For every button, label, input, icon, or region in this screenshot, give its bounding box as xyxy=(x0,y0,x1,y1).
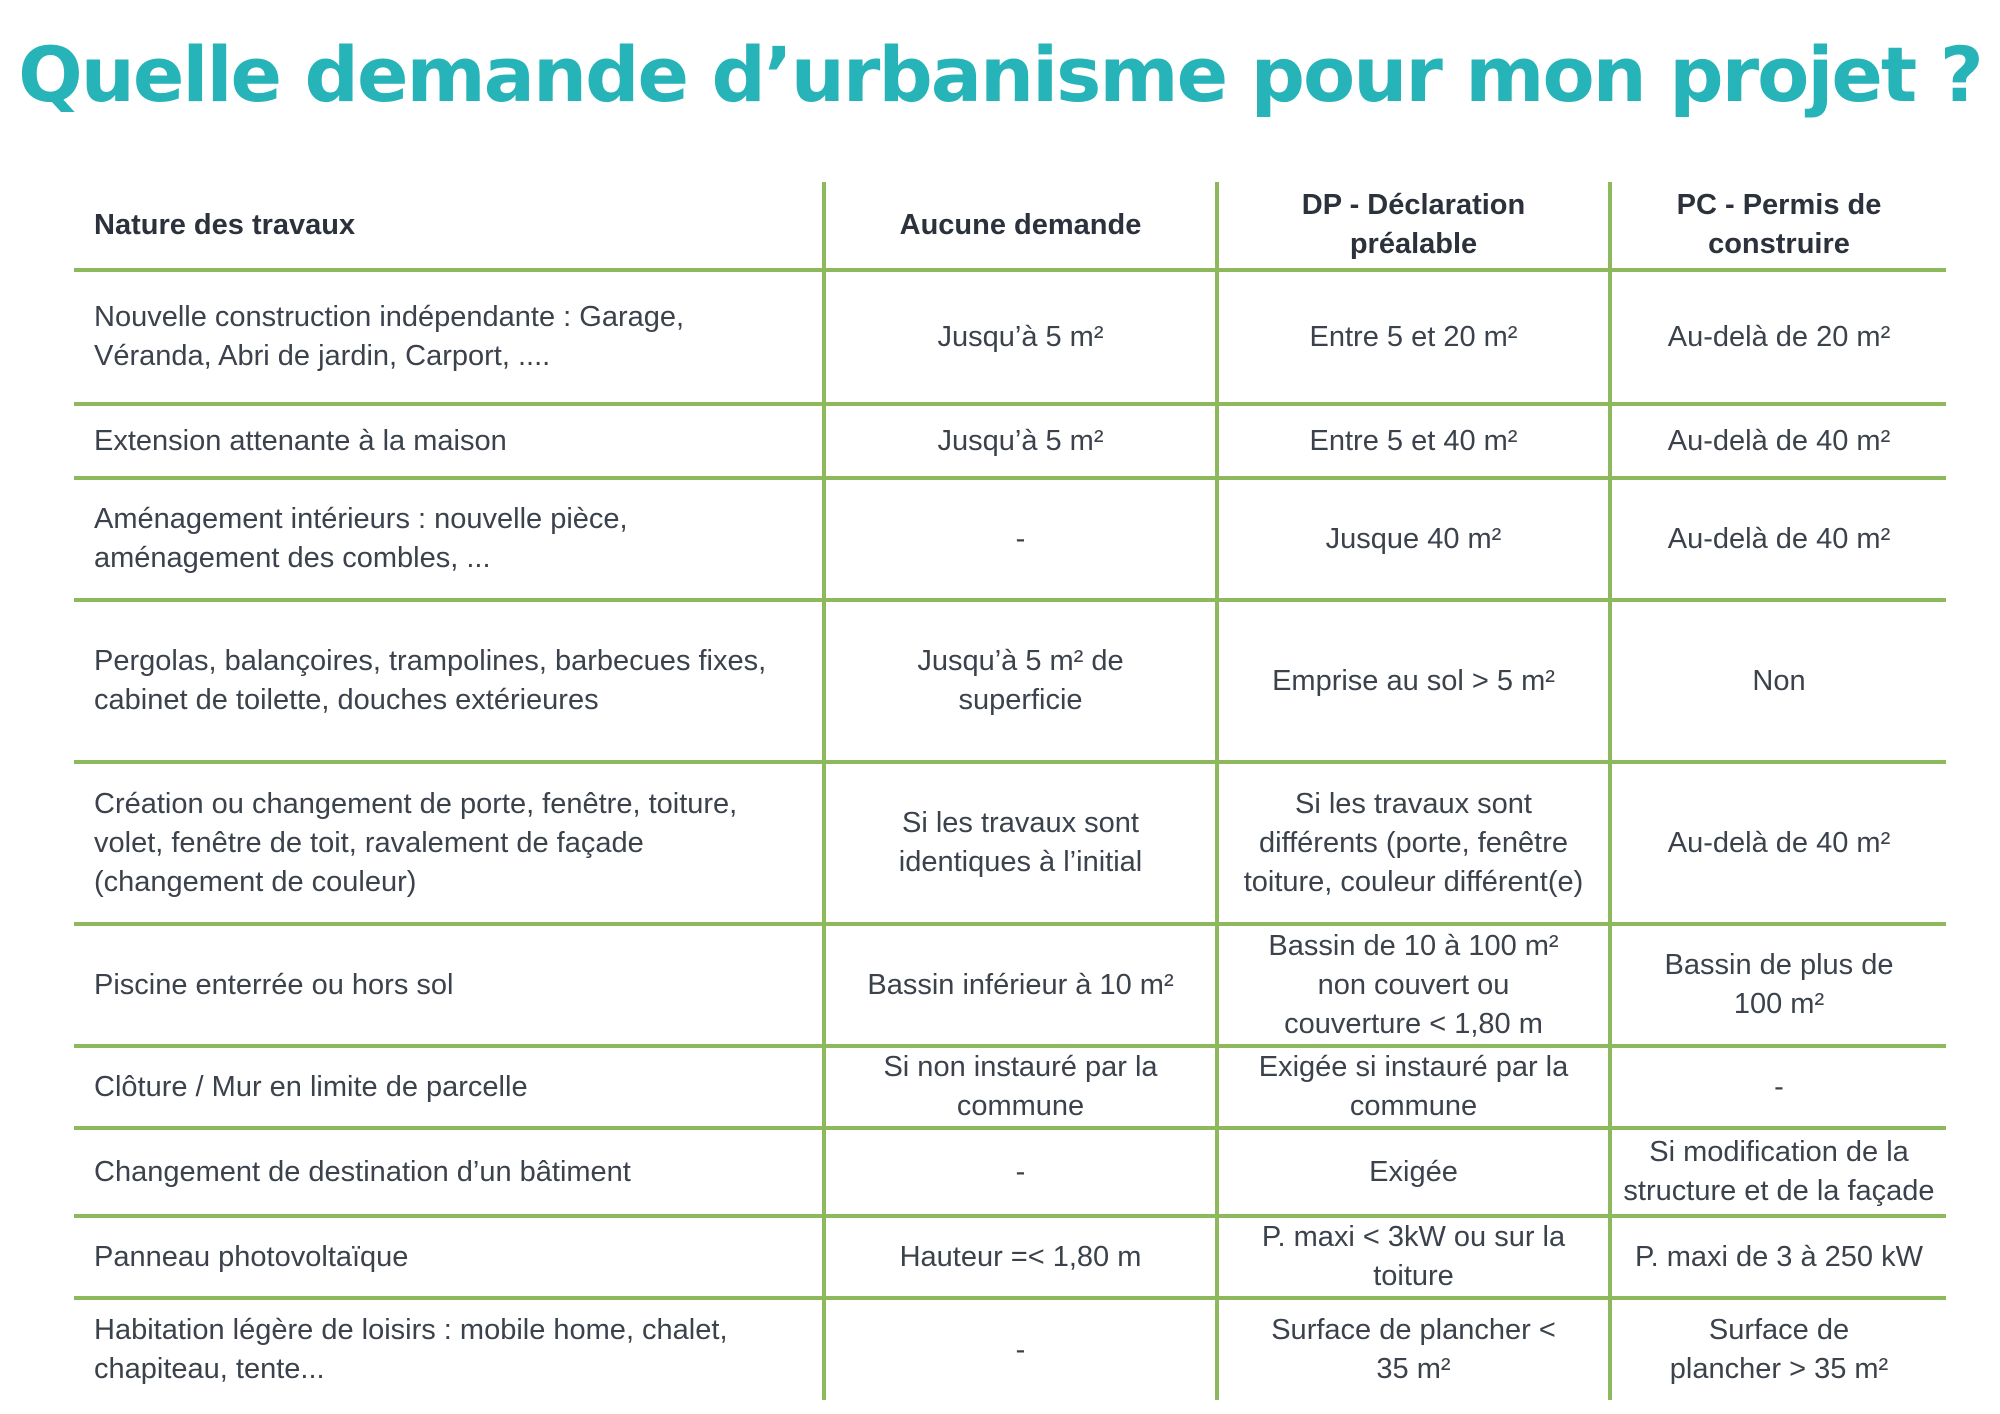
cell-aucune-demande: - xyxy=(824,1298,1217,1400)
cell-aucune-demande-text: Si non instauré par la commune xyxy=(883,1051,1158,1122)
header-permis-de-construire-label: PC - Permis de construire xyxy=(1676,189,1882,260)
cell-declaration-prealable: Entre 5 et 20 m² xyxy=(1217,270,1610,404)
header-aucune-demande: Aucune demande xyxy=(824,182,1217,270)
cell-nature xyxy=(74,600,824,762)
header-nature-des-travaux: Nature des travaux xyxy=(74,182,824,270)
cell-permis-de-construire: Au-delà de 40 m² xyxy=(1610,404,1946,478)
cell-declaration-prealable xyxy=(1217,924,1610,1046)
cell-permis-de-construire: Au-delà de 20 m² xyxy=(1610,270,1946,404)
cell-permis-de-construire-text: Surface de plancher > 35 m² xyxy=(1669,1314,1889,1385)
cell-aucune-demande: Jusqu’à 5 m² xyxy=(824,404,1217,478)
cell-aucune-demande-text: Jusqu’à 5 m² de superficie xyxy=(917,645,1124,716)
table-row xyxy=(74,1046,1946,1128)
cell-nature xyxy=(74,270,824,404)
cell-nature xyxy=(74,762,824,924)
table-row xyxy=(74,270,1946,404)
table-row xyxy=(74,762,1946,924)
cell-declaration-prealable: Jusque 40 m² xyxy=(1217,478,1610,600)
cell-aucune-demande: Bassin inférieur à 10 m² xyxy=(824,924,1217,1046)
page-title: Quelle demande d’urbanisme pour mon projet ? xyxy=(18,30,1982,119)
cell-aucune-demande xyxy=(824,600,1217,762)
cell-nature: Panneau photovoltaïque xyxy=(74,1216,824,1298)
cell-declaration-prealable: Emprise au sol > 5 m² xyxy=(1217,600,1610,762)
cell-declaration-prealable-text: Si les travaux sont différents (porte, fenêtre toiture, couleur différent(e) xyxy=(1243,787,1584,898)
table-header-row xyxy=(74,182,1946,270)
cell-permis-de-construire xyxy=(1610,924,1946,1046)
cell-nature-text: Création ou changement de porte, fenêtre, toiture, volet, fenêtre de toit, ravalement de façade (changement de couleur) xyxy=(94,787,738,898)
cell-declaration-prealable-text: Bassin de 10 à 100 m² non couvert ou couverture < 1,80 m xyxy=(1268,929,1559,1040)
cell-aucune-demande xyxy=(824,762,1217,924)
cell-aucune-demande: Jusqu’à 5 m² xyxy=(824,270,1217,404)
cell-declaration-prealable xyxy=(1217,1046,1610,1128)
cell-declaration-prealable: Exigée xyxy=(1217,1128,1610,1216)
cell-permis-de-construire: Au-delà de 40 m² xyxy=(1610,762,1946,924)
cell-permis-de-construire-text: Bassin de plus de 100 m² xyxy=(1664,949,1894,1020)
cell-declaration-prealable-text: Exigée si instauré par la commune xyxy=(1258,1051,1569,1122)
permit-table xyxy=(74,182,1946,1400)
table-row xyxy=(74,924,1946,1046)
cell-declaration-prealable xyxy=(1217,762,1610,924)
table-row xyxy=(74,404,1946,478)
cell-nature: Clôture / Mur en limite de parcelle xyxy=(74,1046,824,1128)
cell-declaration-prealable xyxy=(1217,1216,1610,1298)
cell-nature-text: Nouvelle construction indépendante : Garage, Véranda, Abri de jardin, Carport, .... xyxy=(94,301,685,372)
cell-nature-text: Pergolas, balançoires, trampolines, barbecues fixes, cabinet de toilette, douches extérieures xyxy=(94,645,767,716)
cell-aucune-demande: Hauteur =< 1,80 m xyxy=(824,1216,1217,1298)
cell-aucune-demande xyxy=(824,1046,1217,1128)
table-row xyxy=(74,478,1946,600)
table-row xyxy=(74,1298,1946,1400)
cell-declaration-prealable xyxy=(1217,1298,1610,1400)
cell-nature xyxy=(74,1298,824,1400)
header-permis-de-construire xyxy=(1610,182,1946,270)
cell-declaration-prealable: Entre 5 et 40 m² xyxy=(1217,404,1610,478)
cell-permis-de-construire: Si modification de la structure et de la façade xyxy=(1610,1128,1946,1216)
table-row xyxy=(74,1216,1946,1298)
cell-aucune-demande: - xyxy=(824,1128,1217,1216)
cell-permis-de-construire: Au-delà de 40 m² xyxy=(1610,478,1946,600)
cell-permis-de-construire: Non xyxy=(1610,600,1946,762)
cell-aucune-demande-text: Si les travaux sont identiques à l’initial xyxy=(898,807,1143,878)
cell-permis-de-construire xyxy=(1610,1298,1946,1400)
cell-nature-text: Habitation légère de loisirs : mobile home, chalet, chapiteau, tente... xyxy=(94,1314,728,1385)
cell-nature: Piscine enterrée ou hors sol xyxy=(74,924,824,1046)
cell-declaration-prealable-text: P. maxi < 3kW ou sur la toiture xyxy=(1261,1221,1566,1292)
cell-nature xyxy=(74,478,824,600)
cell-nature-text: Aménagement intérieurs : nouvelle pièce, aménagement des combles, ... xyxy=(94,503,628,574)
header-declaration-prealable xyxy=(1217,182,1610,270)
table-row xyxy=(74,1128,1946,1216)
cell-permis-de-construire: P. maxi de 3 à 250 kW xyxy=(1610,1216,1946,1298)
cell-aucune-demande: - xyxy=(824,478,1217,600)
header-declaration-prealable-label: DP - Déclaration préalable xyxy=(1301,189,1526,260)
cell-permis-de-construire: - xyxy=(1610,1046,1946,1128)
cell-declaration-prealable-text: Surface de plancher < 35 m² xyxy=(1271,1314,1556,1385)
cell-nature: Extension attenante à la maison xyxy=(74,404,824,478)
table-row xyxy=(74,600,1946,762)
cell-nature: Changement de destination d’un bâtiment xyxy=(74,1128,824,1216)
